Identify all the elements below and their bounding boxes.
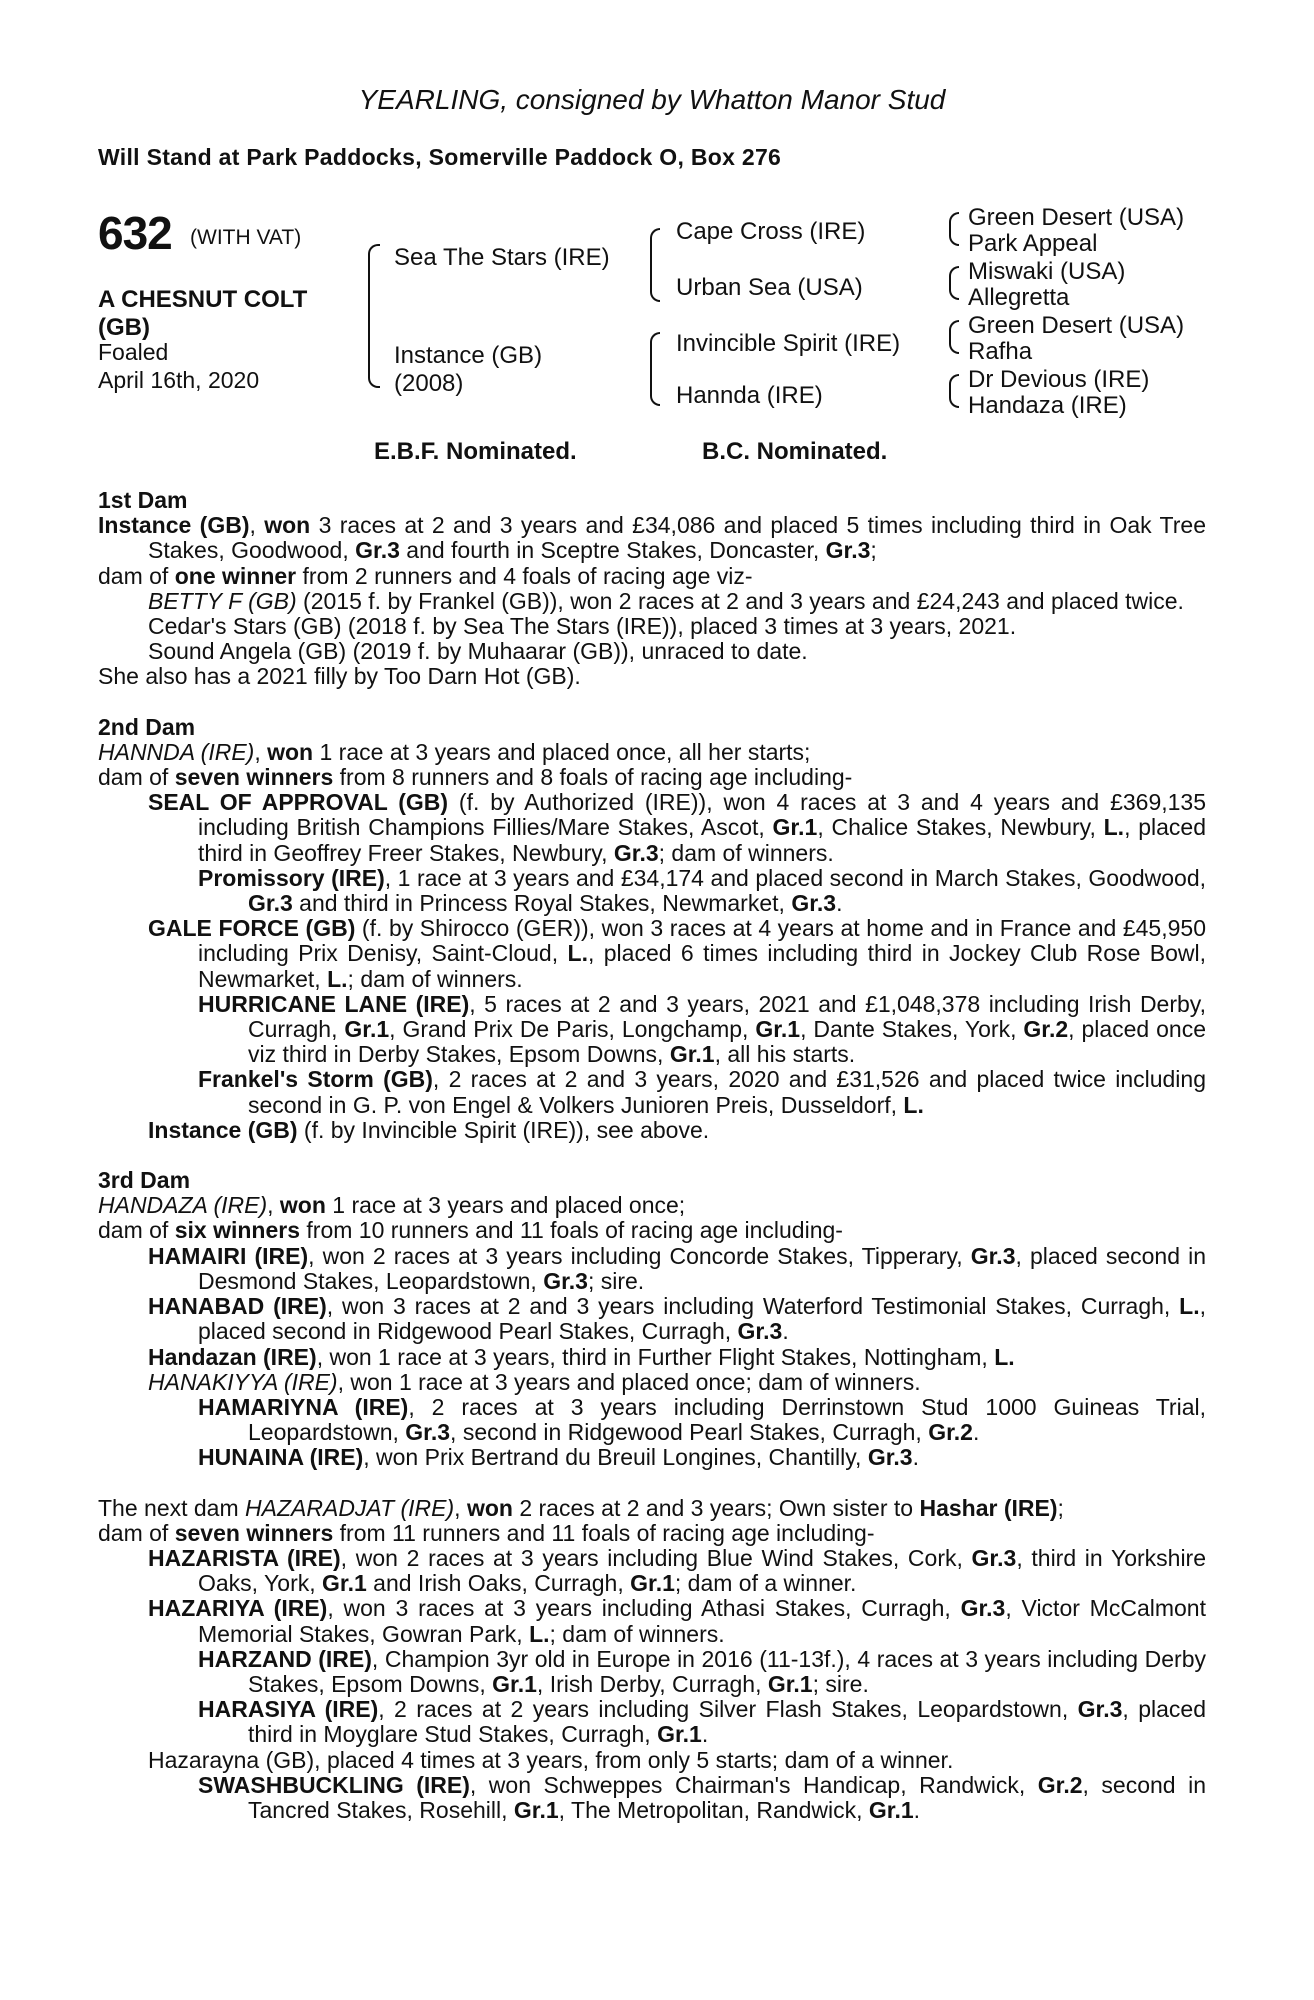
text-run: Gr.2: [928, 1419, 973, 1446]
text-run: won: [466, 1494, 513, 1521]
text-run: Gr.3: [971, 1544, 1017, 1571]
second-dam-p7: [98, 1067, 1206, 1117]
lot-description: [98, 286, 307, 342]
second-dam-p1: [98, 740, 1206, 765]
text-run: L.: [567, 940, 588, 967]
text-run: , Chalice Stakes, Newbury,: [817, 814, 1104, 841]
text-run: Promissory (IRE): [198, 864, 385, 891]
text-run: Gr.3: [543, 1267, 588, 1294]
text-run: HURRICANE LANE (IRE): [198, 990, 470, 1017]
first-dam-p6: [98, 664, 1206, 689]
pedigree-ds: Invincible Spirit (IRE): [676, 330, 901, 357]
text-run: HANNDA (IRE): [98, 738, 255, 765]
pedigree-ss: Cape Cross (IRE): [676, 218, 866, 245]
foaled-label: Foaled: [98, 339, 169, 365]
text-run: She also has a 2021 filly by Too Darn Hot (GB).: [98, 663, 581, 690]
pedigree-sss: Green Desert (USA): [968, 204, 1185, 231]
text-run: , 2 races at 2 and 3 years, 2020 and £31,526 and placed twice including second in G. P. von Engel & Volkers Junioren Preis, Dusseldorf,: [248, 1066, 1206, 1118]
text-run: Sound Angela (GB) (2019 f. by Muhaarar (GB)), unraced to date.: [148, 638, 808, 665]
text-run: (f. by Shirocco (GER)), won 3 races at 4 years at home and in France and £45,950 including Prix Denisy, Saint-Cloud,: [198, 915, 1206, 967]
third-dam-p4: [98, 1294, 1206, 1344]
foal-date: April 16th, 2020: [98, 367, 260, 393]
text-run: Gr.1: [767, 1670, 813, 1697]
text-run: ,: [454, 1494, 467, 1521]
second-dam-p5: [98, 916, 1206, 992]
next-dam-p3: [98, 1546, 1206, 1596]
second-dam-title: 2nd Dam: [98, 713, 196, 740]
text-run: Gr.2: [1037, 1771, 1083, 1798]
text-run: ; sire.: [587, 1267, 645, 1294]
text-run: GALE FORCE (GB): [148, 915, 356, 942]
next-dam-p2: [98, 1521, 1206, 1546]
dam-brace: [650, 332, 660, 406]
text-run: ; sire.: [812, 1670, 869, 1697]
text-run: , Victor McCalmont Memorial Stakes, Gowran Park,: [198, 1595, 1206, 1647]
text-run: won: [267, 738, 314, 765]
text-run: Gr.1: [513, 1796, 559, 1823]
text-run: ;: [870, 537, 877, 564]
text-run: , 2 races at 3 years including Derrinstown Stud 1000 Guineas Trial, Leopardstown,: [248, 1393, 1206, 1446]
text-run: , won 3 races at 3 years including Athasi Stakes, Curragh,: [327, 1595, 961, 1622]
text-run: Gr.1: [772, 814, 818, 841]
text-run: , second in Ridgewood Pearl Stakes, Curragh,: [450, 1419, 929, 1446]
text-run: HARZAND (IRE): [198, 1645, 372, 1672]
text-run: , second in Tancred Stakes, Rosehill,: [248, 1771, 1206, 1823]
text-run: from 11 runners and 11 foals of racing age including-: [333, 1519, 875, 1546]
pedigree-sire: Sea The Stars (IRE): [394, 244, 610, 271]
text-run: seven winners: [174, 764, 334, 791]
text-run: won: [264, 512, 311, 539]
text-run: , Irish Derby, Curragh,: [536, 1670, 768, 1697]
vat-note: (WITH VAT): [190, 226, 302, 249]
first-dam-p1: [98, 513, 1206, 563]
text-run: , 1 race at 3 years and £34,174 and placed second in March Stakes, Goodwood,: [384, 864, 1207, 891]
text-run: HANABAD (IRE): [148, 1293, 327, 1320]
text-run: ; dam of winners.: [347, 965, 523, 992]
text-run: won: [279, 1192, 326, 1219]
text-run: .: [701, 1721, 709, 1748]
text-run: Gr.1: [492, 1670, 537, 1697]
text-run: dam of: [98, 1519, 175, 1546]
first-dam-p4: [98, 614, 1206, 639]
pedigree-sd: Urban Sea (USA): [676, 274, 863, 301]
next-dam-p1: [98, 1496, 1206, 1521]
stand-location: Will Stand at Park Paddocks, Somerville Paddock O, Box 276: [98, 144, 782, 170]
text-run: ; dam of winners.: [658, 839, 834, 866]
text-run: dam of: [98, 1217, 175, 1244]
text-run: HANDAZA (IRE): [98, 1192, 268, 1219]
text-run: , Grand Prix De Paris, Longchamp,: [389, 1016, 756, 1043]
text-run: dam of: [98, 764, 175, 791]
text-run: HAMARIYNA (IRE): [198, 1393, 409, 1420]
text-run: , won Prix Bertrand du Breuil Longines, Chantilly,: [363, 1444, 868, 1471]
pedigree-ssd: Park Appeal: [968, 230, 1098, 257]
text-run: .: [836, 890, 843, 917]
third-dam-p1: [98, 1193, 1206, 1218]
text-run: and Irish Oaks, Curragh,: [366, 1570, 631, 1597]
text-run: seven winners: [174, 1519, 334, 1546]
text-run: and fourth in Sceptre Stakes, Doncaster,: [399, 537, 826, 564]
second-dam-p6: [98, 992, 1206, 1068]
text-run: Instance (GB): [98, 512, 250, 539]
text-run: Gr.1: [630, 1570, 675, 1597]
text-run: Gr.3: [355, 537, 400, 564]
ss-brace: [949, 212, 959, 246]
first-dam-p2: [98, 564, 1206, 589]
text-run: ,: [267, 1192, 280, 1219]
text-run: Gr.1: [322, 1570, 367, 1597]
text-run: 1 race at 3 years and placed once;: [325, 1192, 686, 1219]
text-run: HAZARADJAT (IRE): [245, 1494, 455, 1521]
pedigree-dds: Dr Devious (IRE): [968, 366, 1150, 393]
text-run: Hashar (IRE): [919, 1494, 1058, 1521]
text-run: , placed third in Geoffrey Freer Stakes, Newbury,: [198, 814, 1206, 866]
section-gap: [98, 1471, 1206, 1496]
text-run: , won 3 races at 2 and 3 years including Waterford Testimonial Stakes, Curragh,: [326, 1293, 1180, 1320]
dd-brace: [949, 374, 959, 408]
text-run: , all his starts.: [714, 1041, 856, 1068]
text-run: HAMAIRI (IRE): [148, 1242, 309, 1269]
text-run: Gr.3: [825, 537, 871, 564]
text-run: and third in Princess Royal Stakes, Newmarket,: [292, 890, 792, 917]
lot-number: 632: [98, 207, 172, 259]
text-run: from 10 runners and 11 foals of racing age including-: [300, 1217, 843, 1244]
pedigree-notes: [98, 488, 1206, 1823]
text-run: , 2 races at 2 years including Silver Flash Stakes, Leopardstown,: [378, 1696, 1078, 1723]
text-run: , placed second in Ridgewood Pearl Stakes, Curragh,: [198, 1293, 1206, 1345]
third-dam-title: 3rd Dam: [98, 1167, 191, 1194]
text-run: SEAL OF APPROVAL (GB): [148, 789, 449, 816]
text-run: The next dam: [98, 1494, 246, 1521]
text-run: .: [912, 1444, 919, 1471]
pedigree-dsd: Rafha: [968, 338, 1033, 365]
first-dam-p5: [98, 639, 1206, 664]
text-run: , placed second in Desmond Stakes, Leopardstown,: [198, 1242, 1207, 1294]
section-gap: [98, 1143, 1206, 1168]
text-run: , third in Yorkshire Oaks, York,: [198, 1544, 1207, 1597]
next-dam-p8: [98, 1773, 1206, 1823]
text-run: L.: [327, 965, 348, 992]
third-dam-p7: [98, 1395, 1206, 1445]
next-dam-p4: [98, 1596, 1206, 1646]
bc-nominated: B.C. Nominated.: [702, 438, 888, 465]
pedigree-dam: Instance (GB): [394, 342, 543, 369]
text-run: L.: [1103, 814, 1125, 841]
text-run: Gr.2: [1023, 1016, 1069, 1043]
text-run: .: [782, 1318, 789, 1345]
text-run: Gr.3: [405, 1419, 451, 1446]
text-run: L.: [994, 1343, 1015, 1370]
text-run: , Champion 3yr old in Europe in 2016 (11-13f.), 4 races at 3 years including Derby Stakes, Epsom Downs,: [248, 1645, 1206, 1697]
text-run: Gr.3: [248, 890, 293, 917]
first-dam-title: 1st Dam: [98, 487, 188, 513]
next-dam-p7: [98, 1748, 1206, 1773]
text-run: Gr.3: [613, 839, 659, 866]
text-run: six winners: [174, 1217, 300, 1244]
pedigree-dss: Green Desert (USA): [968, 312, 1185, 339]
text-run: HARASIYA (IRE): [198, 1696, 379, 1723]
text-run: , The Metropolitan, Randwick,: [558, 1796, 869, 1823]
third-dam-p6: [98, 1370, 1206, 1395]
text-run: Gr.3: [791, 890, 837, 917]
third-dam-p3: [98, 1244, 1206, 1294]
text-run: Instance (GB): [148, 1116, 298, 1143]
text-run: .: [913, 1796, 921, 1823]
text-run: HUNAINA (IRE): [198, 1444, 364, 1471]
text-run: , placed third in Moyglare Stud Stakes, Curragh,: [248, 1696, 1206, 1748]
section-gap: [98, 690, 1206, 715]
text-run: (f. by Authorized (IRE)), won 4 races at 3 and 4 years and £369,135 including British Champions Fillies/Mare Stakes, Ascot,: [198, 789, 1206, 841]
pedigree-dam-year: (2008): [394, 370, 464, 397]
second-dam-p3: [98, 790, 1206, 866]
text-run: .: [972, 1419, 980, 1446]
text-run: , won Schweppes Chairman's Handicap, Randwick,: [469, 1771, 1038, 1798]
text-run: Gr.1: [868, 1796, 914, 1823]
text-run: L.: [1179, 1293, 1200, 1320]
text-run: L.: [903, 1091, 924, 1118]
pedigree-brace: [368, 244, 380, 388]
second-dam-p8: [98, 1118, 1206, 1143]
third-dam-p8: [98, 1445, 1206, 1470]
text-run: Gr.1: [344, 1016, 390, 1043]
text-run: Frankel's Storm (GB): [198, 1066, 433, 1093]
pedigree-ddd: Handaza (IRE): [968, 392, 1127, 419]
text-run: , 5 races at 2 and 3 years, 2021 and £1,048,378 including Irish Derby, Curragh,: [248, 990, 1206, 1043]
page-header: YEARLING, consigned by Whatton Manor Stud: [358, 84, 946, 115]
text-run: HAZARISTA (IRE): [148, 1544, 341, 1571]
text-run: ,: [249, 512, 265, 539]
foaled-info: [98, 338, 259, 394]
text-run: L.: [529, 1620, 550, 1647]
text-run: Handazan (IRE): [148, 1343, 317, 1370]
text-run: , Dante Stakes, York,: [800, 1016, 1024, 1043]
text-run: ; dam of a winner.: [674, 1570, 857, 1597]
second-dam-p2: [98, 765, 1206, 790]
text-run: Gr.3: [737, 1318, 783, 1345]
ebf-nominated: E.B.F. Nominated.: [374, 438, 577, 465]
lot-header: [98, 0, 1206, 470]
sire-brace: [650, 228, 660, 302]
text-run: , won 1 race at 3 years and placed once; dam of winners.: [337, 1368, 921, 1395]
text-run: ;: [1057, 1494, 1064, 1521]
text-run: 2 races at 2 and 3 years; Own sister to: [512, 1494, 920, 1521]
first-dam-p3: [98, 589, 1206, 614]
lot-description-line1: A CHESNUT COLT: [98, 286, 308, 313]
third-dam-p2: [98, 1218, 1206, 1243]
text-run: SWASHBUCKLING (IRE): [198, 1771, 470, 1798]
text-run: Cedar's Stars (GB) (2018 f. by Sea The Stars (IRE)), placed 3 times at 3 years, 2021.: [148, 613, 1017, 640]
text-run: (2015 f. by Frankel (GB)), won 2 races at 2 and 3 years and £24,243 and placed twice.: [296, 587, 1184, 614]
text-run: , placed 6 times including third in Jockey Club Rose Bowl, Newmarket,: [198, 940, 1207, 992]
text-run: , won 1 race at 3 years, third in Further Flight Stakes, Nottingham,: [316, 1343, 995, 1370]
lot-description-line2: (GB): [98, 314, 150, 341]
text-run: ,: [254, 738, 268, 765]
second-dam-p4: [98, 866, 1206, 916]
text-run: Gr.3: [970, 1242, 1016, 1269]
text-run: BETTY F (GB): [148, 587, 297, 614]
text-run: , won 2 races at 3 years including Concorde Stakes, Tipperary,: [308, 1242, 971, 1269]
text-run: Hazarayna (GB), placed 4 times at 3 years, from only 5 starts; dam of a winner.: [148, 1746, 954, 1773]
next-dam-p6: [98, 1697, 1206, 1747]
ds-brace: [949, 320, 959, 354]
text-run: Gr.1: [755, 1016, 801, 1043]
text-run: one winner: [174, 562, 297, 589]
third-dam-p5: [98, 1345, 1206, 1370]
text-run: Gr.3: [1077, 1696, 1123, 1723]
text-run: Gr.3: [867, 1444, 913, 1471]
pedigree-sdd: Allegretta: [968, 284, 1070, 311]
text-run: HAZARIYA (IRE): [148, 1595, 328, 1622]
text-run: (f. by Invincible Spirit (IRE)), see above.: [297, 1116, 710, 1143]
text-run: Gr.1: [657, 1721, 702, 1748]
text-run: HANAKIYYA (IRE): [148, 1368, 338, 1395]
text-run: Gr.1: [669, 1041, 715, 1068]
sd-brace: [949, 266, 959, 300]
text-run: 1 race at 3 years and placed once, all her starts;: [313, 738, 811, 765]
text-run: , won 2 races at 3 years including Blue Wind Stakes, Cork,: [340, 1544, 972, 1571]
text-run: , placed once viz third in Derby Stakes, Epsom Downs,: [248, 1016, 1206, 1068]
text-run: from 2 runners and 4 foals of racing age viz-: [296, 562, 753, 589]
pedigree-dd: Hannda (IRE): [676, 382, 823, 409]
next-dam-p5: [98, 1647, 1206, 1697]
pedigree-sds: Miswaki (USA): [968, 258, 1126, 285]
text-run: ; dam of winners.: [549, 1620, 725, 1647]
text-run: dam of: [98, 562, 175, 589]
text-run: Gr.3: [960, 1595, 1006, 1622]
text-run: 3 races at 2 and 3 years and £34,086 and placed 5 times including third in Oak Tree Stakes, Goodwood,: [148, 512, 1206, 564]
text-run: from 8 runners and 8 foals of racing age including-: [333, 764, 853, 791]
